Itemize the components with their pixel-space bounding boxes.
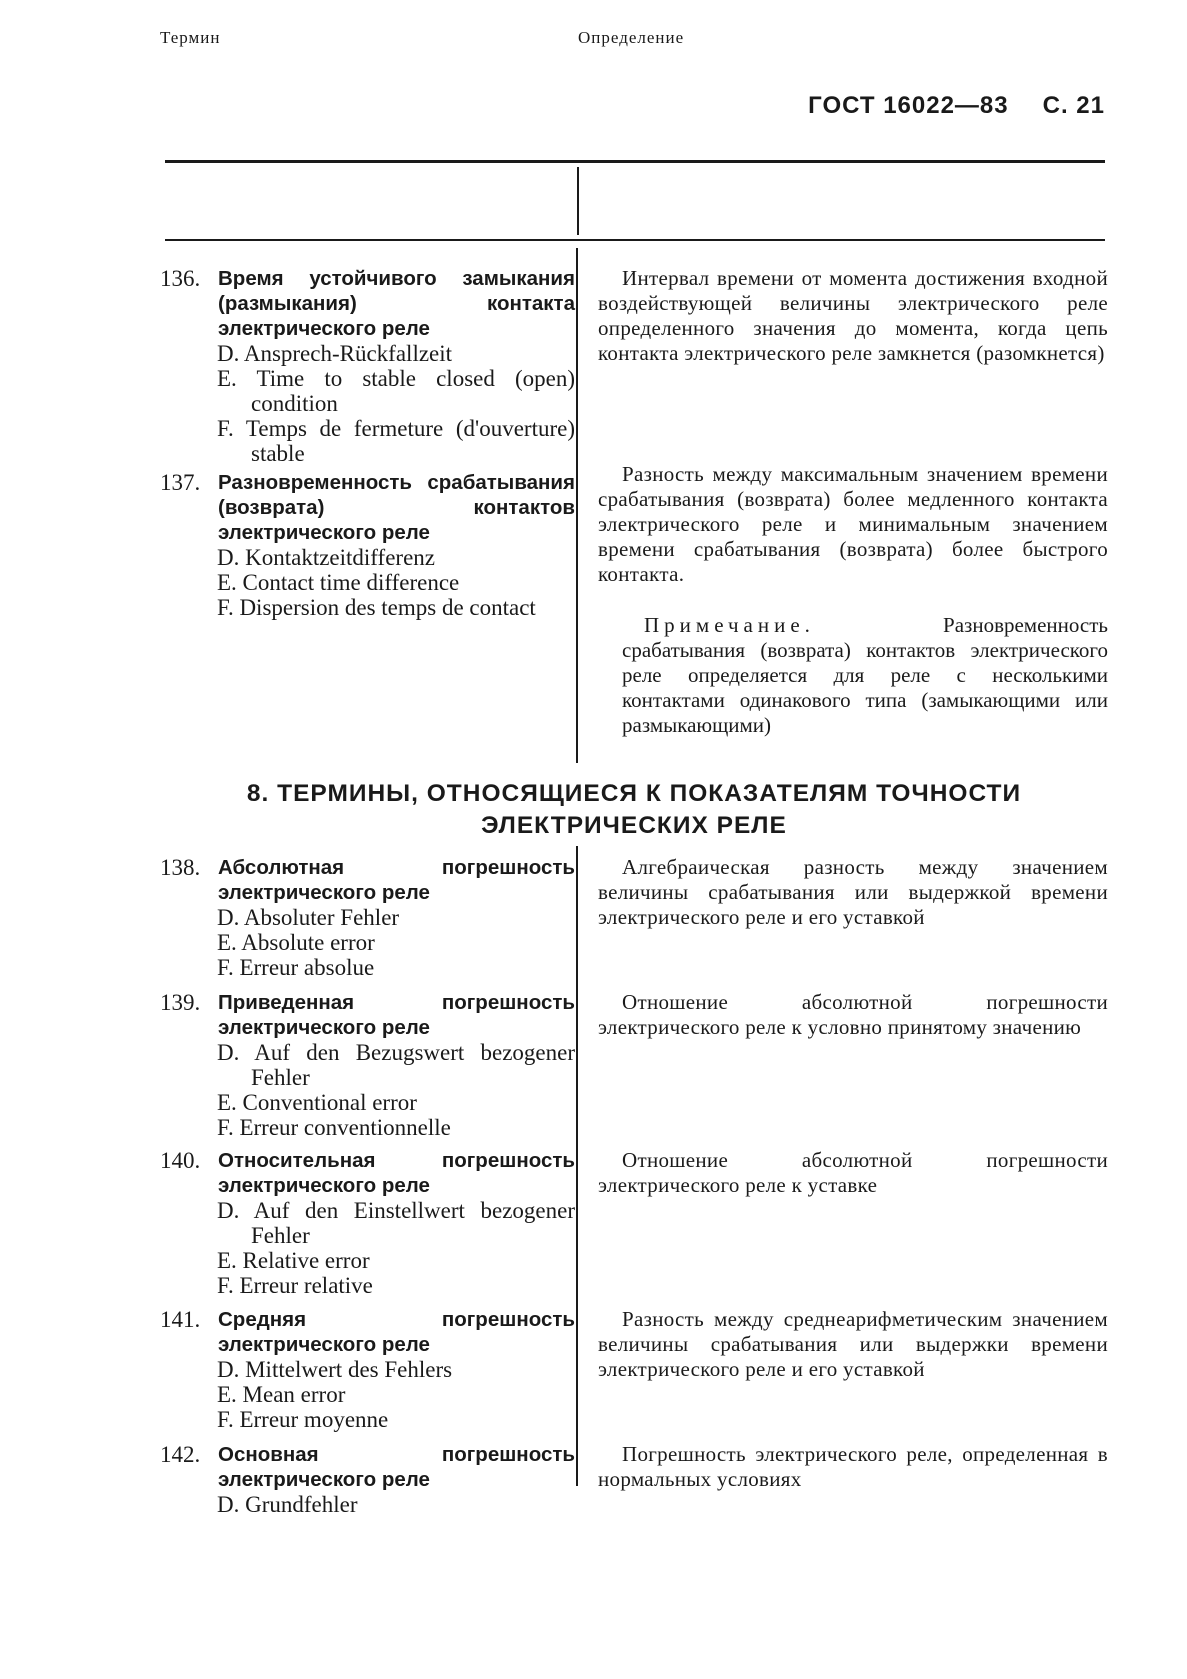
term-translations bbox=[217, 545, 575, 620]
column-divider bbox=[576, 248, 578, 763]
term-title: Относительная погрешность электрического реле bbox=[218, 1149, 575, 1197]
term-english: E. Mean error bbox=[217, 1382, 346, 1407]
term-english: E. Contact time difference bbox=[217, 570, 460, 595]
definition-140: Отношение абсолютной погрешности электрического реле к уставке bbox=[598, 1148, 1108, 1197]
term-number: 138. bbox=[160, 855, 201, 880]
note-label: Примечание. bbox=[644, 613, 815, 637]
column-header-definitions: Определение bbox=[578, 28, 685, 47]
term-german: D. Auf den Einstellwert bezogener Fehler bbox=[217, 1198, 575, 1248]
term-entry-139 bbox=[160, 990, 575, 1140]
note-137 bbox=[622, 613, 1108, 738]
term-number: 137. bbox=[160, 470, 201, 495]
definition-138: Алгебраическая разность между значением величины срабатывания или выдержкой времени электрического реле и его уставкой bbox=[598, 855, 1108, 929]
term-german: D. Auf den Bezugswert bezogener Fehler bbox=[217, 1040, 575, 1090]
term-entry-138 bbox=[160, 855, 575, 980]
standard-number: ГОСТ 16022—83 bbox=[808, 92, 1009, 119]
term-number: 136. bbox=[160, 266, 201, 291]
definition-142: Погрешность электрического реле, определенная в нормальных условиях bbox=[598, 1442, 1108, 1491]
term-french: F. Erreur absolue bbox=[217, 955, 375, 980]
term-entry-141 bbox=[160, 1307, 575, 1432]
term-number: 141. bbox=[160, 1307, 201, 1332]
term-translations bbox=[217, 341, 575, 466]
term-title: Приведенная погрешность электрического реле bbox=[218, 991, 575, 1039]
term-entry-142 bbox=[160, 1442, 575, 1517]
term-english: E. Conventional error bbox=[217, 1090, 417, 1115]
term-entry-136 bbox=[160, 266, 575, 466]
term-translations bbox=[217, 1040, 575, 1140]
term-title: Время устойчивого замыкания (размыкания) контакта электрического реле bbox=[218, 267, 575, 340]
term-french: F. Erreur relative bbox=[217, 1273, 373, 1298]
page-number: С. 21 bbox=[1042, 92, 1105, 119]
term-translations bbox=[217, 1492, 575, 1517]
term-entry-140 bbox=[160, 1148, 575, 1298]
term-title: Основная погрешность электрического реле bbox=[218, 1443, 575, 1491]
section-title bbox=[160, 778, 1108, 842]
definition-139: Отношение абсолютной погрешности электрического реле к условно принятому значению bbox=[598, 990, 1108, 1039]
term-french: F. Erreur conventionnelle bbox=[217, 1115, 451, 1140]
column-divider bbox=[576, 846, 578, 1486]
column-header-terms: Термин bbox=[160, 28, 221, 47]
term-entry-137 bbox=[160, 470, 575, 620]
term-english: E. Relative error bbox=[217, 1248, 370, 1273]
section-title-line2: ЭЛЕКТРИЧЕСКИХ РЕЛЕ bbox=[481, 812, 787, 839]
term-translations bbox=[217, 905, 575, 980]
table-header bbox=[165, 160, 1105, 241]
term-french: F. Dispersion des temps de contact bbox=[217, 595, 536, 620]
term-number: 140. bbox=[160, 1148, 201, 1173]
term-german: D. Grundfehler bbox=[217, 1492, 358, 1517]
term-translations bbox=[217, 1357, 575, 1432]
definition-141: Разность между среднеарифметическим значением величины срабатывания или выдержки времени электрического реле и его уставкой bbox=[598, 1307, 1108, 1381]
section-title-line1: 8. ТЕРМИНЫ, ОТНОСЯЩИЕСЯ К ПОКАЗАТЕЛЯМ ТОЧНОСТИ bbox=[246, 780, 1022, 807]
term-title: Разновременность срабатывания (возврата) контактов электрического реле bbox=[218, 471, 575, 544]
definition-137: Разность между максимальным значением времени срабатывания (возврата) более медленного контакта электрического реле и минимальным значением времени срабатывания (возврата) более быстрого контакта. bbox=[598, 462, 1108, 586]
note-text: Разновременность срабатывания (возврата) контактов электрического реле определяется для реле с несколькими контактами одинакового типа (замыкающими или размыкающими) bbox=[622, 613, 1108, 737]
term-title: Абсолютная погрешность электрического реле bbox=[218, 856, 575, 904]
term-number: 142. bbox=[160, 1442, 201, 1467]
term-english: E. Time to stable closed (open) condition bbox=[217, 366, 575, 416]
term-german: D. Absoluter Fehler bbox=[217, 905, 400, 930]
term-german: D. Ansprech-Rückfallzeit bbox=[217, 341, 453, 366]
column-divider bbox=[577, 167, 579, 235]
term-german: D. Kontaktzeitdifferenz bbox=[217, 545, 435, 570]
definition-136: Интервал времени от момента достижения входной воздействующей величины электрического реле определенного значения до момента, когда цепь контакта электрического реле замкнется (разомкнется) bbox=[598, 266, 1108, 365]
term-german: D. Mittelwert des Fehlers bbox=[217, 1357, 453, 1382]
term-french: F. Erreur moyenne bbox=[217, 1407, 389, 1432]
term-french: F. Temps de fermeture (d'ouverture) stable bbox=[217, 416, 575, 466]
term-title: Средняя погрешность электрического реле bbox=[218, 1308, 575, 1356]
term-english: E. Absolute error bbox=[217, 930, 375, 955]
term-number: 139. bbox=[160, 990, 201, 1015]
term-translations bbox=[217, 1198, 575, 1298]
page-header bbox=[808, 92, 1105, 120]
